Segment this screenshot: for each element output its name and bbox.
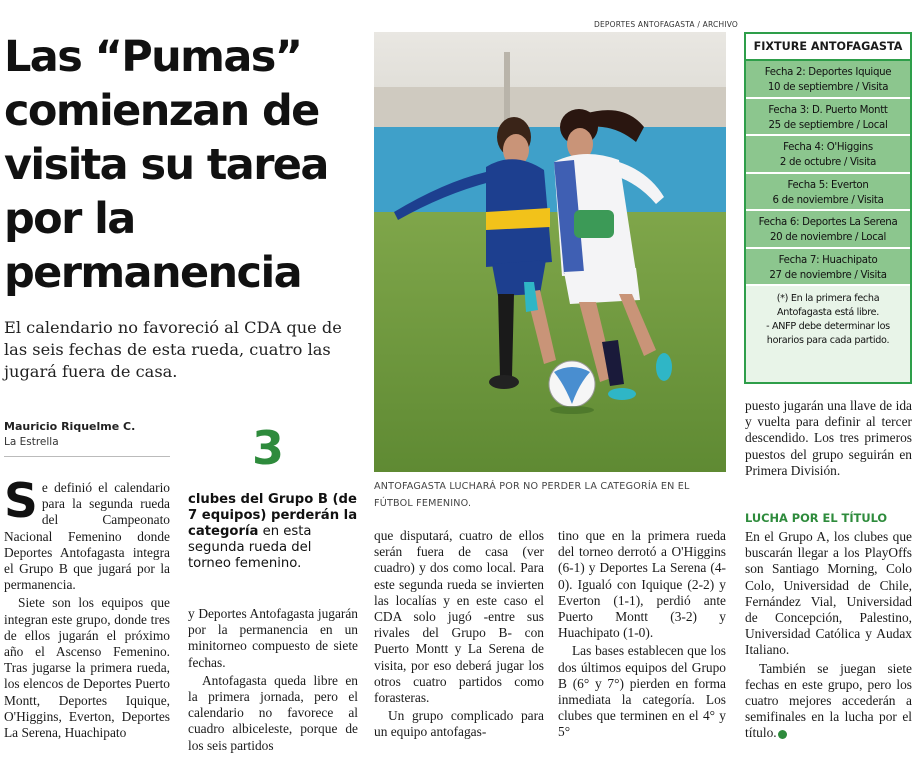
body-paragraph: y Deportes Antofagasta jugarán por la permanencia en un minitorneo compuesto de siete fechas. (188, 606, 358, 670)
body-paragraph: que disputará, cuatro de ellos serán fuera de casa (ver cuadro) y dos como local. Para este segunda rueda se invierten las localías y en este caso el CDA solo jugó -entre sus rivales del Grupo B- con Puerto Montt y La Serena de visita, por eso deberá jugar los otros cuatro partidos como forasteras. (374, 528, 544, 706)
drop-cap: S (4, 474, 38, 529)
body-column-5 (745, 398, 912, 481)
body-paragraph: También se juegan siete fechas en este grupo, pero los cuatro mejores accederán a semifinales en la lucha por el título. (745, 660, 912, 741)
fixture-date: 2 de octubre / Visita (779, 157, 877, 168)
body-column-2 (188, 606, 358, 756)
fixture-date: 10 de septiembre / Visita (767, 82, 889, 93)
body-paragraph: e definió el calendario para la segunda rueda del Campeonato Nacional Femenino donde Deportes Antofagasta integra el Grupo B que jugará por la permanencia. (4, 480, 170, 593)
deck-subtitle: El calendario no favoreció al CDA que de las seis fechas de esta rueda, cuatro las jugará fuera de casa. (4, 318, 342, 381)
byline-author: Mauricio Riquelme C. (4, 420, 136, 433)
headline-line: comienzan de (4, 86, 319, 136)
fixture-match: Fecha 5: Everton (787, 179, 869, 191)
body-paragraph: En el Grupo A, los clubes que buscarán llegar a los PlayOffs son Santiago Morning, Colo Colo, Universidad de Chile, Fernández Vial, Universidad de Concepción, Palestino, Universidad Católica y Audax Italiano. (745, 529, 912, 658)
section-heading: LUCHA POR EL TÍTULO (745, 511, 888, 525)
pull-quote-number: 3 (252, 421, 285, 475)
fixture-item (746, 211, 910, 249)
fixture-match: Fecha 7: Huachipato (778, 254, 878, 266)
fixture-item (746, 61, 910, 99)
body-column-3 (374, 528, 544, 743)
byline-outlet: La Estrella (4, 436, 59, 448)
fixture-item (746, 136, 910, 174)
match-photo (374, 32, 726, 472)
fixture-note-free: (*) En la primera fecha Antofagasta está libre. (776, 293, 880, 318)
fixture-date: 20 de noviembre / Local (769, 232, 887, 243)
body-paragraph: tino que en la primera rueda del torneo derrotó a O'Higgins (6-1) y Deportes La Serena (4-0). Igualó con Iquique (2-2) y Everton (1-1), perdió ante Puerto Montt (3-2) y Huachipato (1-0). (558, 528, 726, 641)
body-paragraph: Antofagasta queda libre en la primera jornada, pero el calendario no favorece al cuadro albiceleste, porque de los seis partidos (188, 672, 358, 753)
headline-line: Las “Pumas” (4, 32, 302, 82)
body-column-1 (4, 474, 170, 743)
pull-quote-bold: clubes del Grupo B (de 7 equipos) perderán la categoría (188, 492, 358, 539)
fixture-date: 6 de noviembre / Visita (772, 194, 884, 206)
fixture-date: 25 de septiembre / Local (768, 119, 888, 131)
body-paragraph: Siete son los equipos que integran este grupo, donde tres de ellos jugarán el próximo año el Ascenso Femenino. Tras jugarse la primera rueda, los elencos de Deportes Puerto Montt, Deportes Iquique, O'Higgins, Everton, Deportes La Serena, Huachipato (4, 595, 170, 741)
body-column-5-continued (745, 529, 912, 744)
fixture-item (746, 249, 910, 287)
body-column-4 (558, 528, 726, 743)
fixture-match: Fecha 2: Deportes Iquique (764, 67, 892, 78)
photo-credit: DEPORTES ANTOFAGASTA / ARCHIVO (594, 20, 739, 29)
fixture-item (746, 99, 910, 137)
body-paragraph: puesto jugarán una llave de ida y vuelta para definir al tercer descendido. Los tres primeros puestos del grupo seguirán en Primera División. (745, 398, 912, 478)
body-paragraph: Un grupo complicado para un equipo antofagas- (374, 708, 544, 740)
fixture-item (746, 174, 910, 212)
photo-caption: ANTOFAGASTA LUCHARÁ POR NO PERDER LA CATEGORÍA EN EL FÚTBOL FEMENINO. (374, 481, 690, 509)
body-paragraph: Las bases establecen que los dos últimos equipos del Grupo B (6° y 7°) pierden en forma inmediata la categoría. Los clubes que terminen en el 4° y 5° (558, 643, 726, 740)
fixture-match: Fecha 6: Deportes La Serena (758, 217, 898, 228)
fixture-date: 27 de noviembre / Visita (769, 269, 887, 281)
fixture-note-schedule: - ANFP debe determinar los horarios para cada partido. (766, 321, 890, 346)
headline-line: por la (4, 194, 135, 244)
fixture-title: FIXTURE ANTOFAGASTA (746, 34, 910, 61)
headline-line: visita su tarea (4, 140, 328, 190)
photo-illustration (374, 32, 726, 472)
headline (4, 30, 344, 300)
fixture-note (746, 286, 910, 348)
fixture-box (744, 32, 912, 384)
pull-quote-text: en esta segunda rueda del torneo femenino. (188, 524, 312, 571)
byline-divider (4, 456, 170, 457)
end-mark-icon (778, 730, 787, 739)
pull-quote (188, 492, 358, 572)
headline-line: permanencia (4, 248, 302, 298)
fixture-match: Fecha 4: O'Higgins (783, 142, 873, 153)
fixture-match: Fecha 3: D. Puerto Montt (768, 104, 888, 116)
